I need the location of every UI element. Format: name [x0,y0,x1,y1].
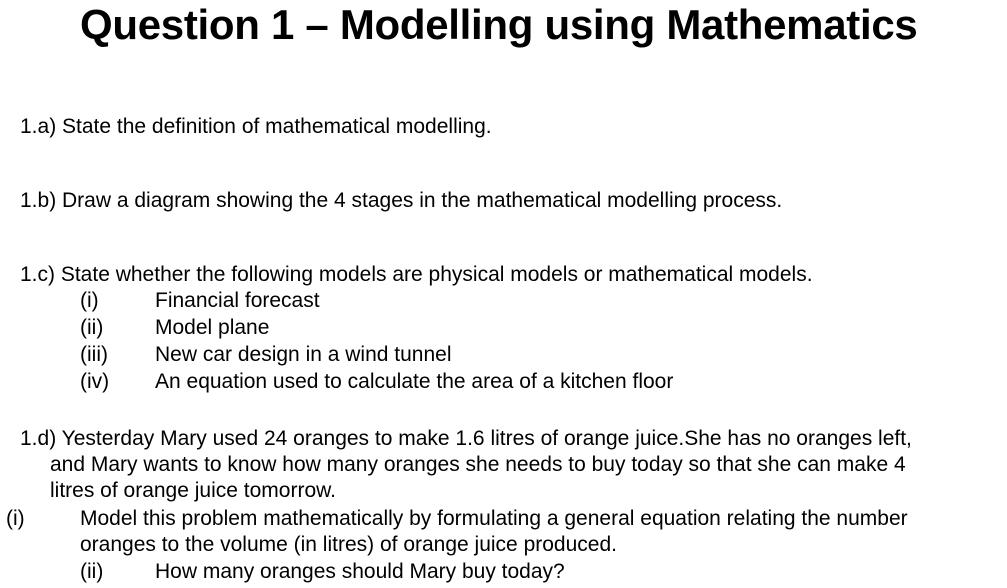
question-1a: 1.a) State the definition of mathematical modelling. [20,115,492,138]
sub-question-line: oranges to the volume (in litres) of orange juice produced. [80,533,617,556]
list-item-number: (iv) [80,370,110,393]
question-1d-line: and Mary wants to know how many oranges she needs to buy today so that she can make 4 [50,453,906,476]
question-1d-line: 1.d) Yesterday Mary used 24 oranges to make 1.6 litres of orange juice.She has no oranges left, [20,427,912,450]
question-1b: 1.b) Draw a diagram showing the 4 stages in the mathematical modelling process. [20,189,783,212]
question-1d-line: litres of orange juice tomorrow. [50,479,336,502]
sub-question-number: (i) [6,507,25,530]
list-item-text: New car design in a wind tunnel [155,343,452,366]
list-item-text: An equation used to calculate the area of a kitchen floor [155,370,674,393]
question-1c-prompt: 1.c) State whether the following models are physical models or mathematical models. [20,263,813,286]
sub-question-line: Model this problem mathematically by formulating a general equation relating the number [80,507,908,530]
list-item-number: (ii) [80,316,104,339]
list-item-number: (i) [80,289,99,312]
list-item-text: Financial forecast [155,289,320,312]
list-item-text: Model plane [155,316,270,339]
page-title: Question 1 – Modelling using Mathematics [80,1,918,48]
list-item-number: (iii) [80,343,108,366]
sub-question-number: (ii) [80,560,104,583]
sub-question-text: How many oranges should Mary buy today? [155,560,565,583]
